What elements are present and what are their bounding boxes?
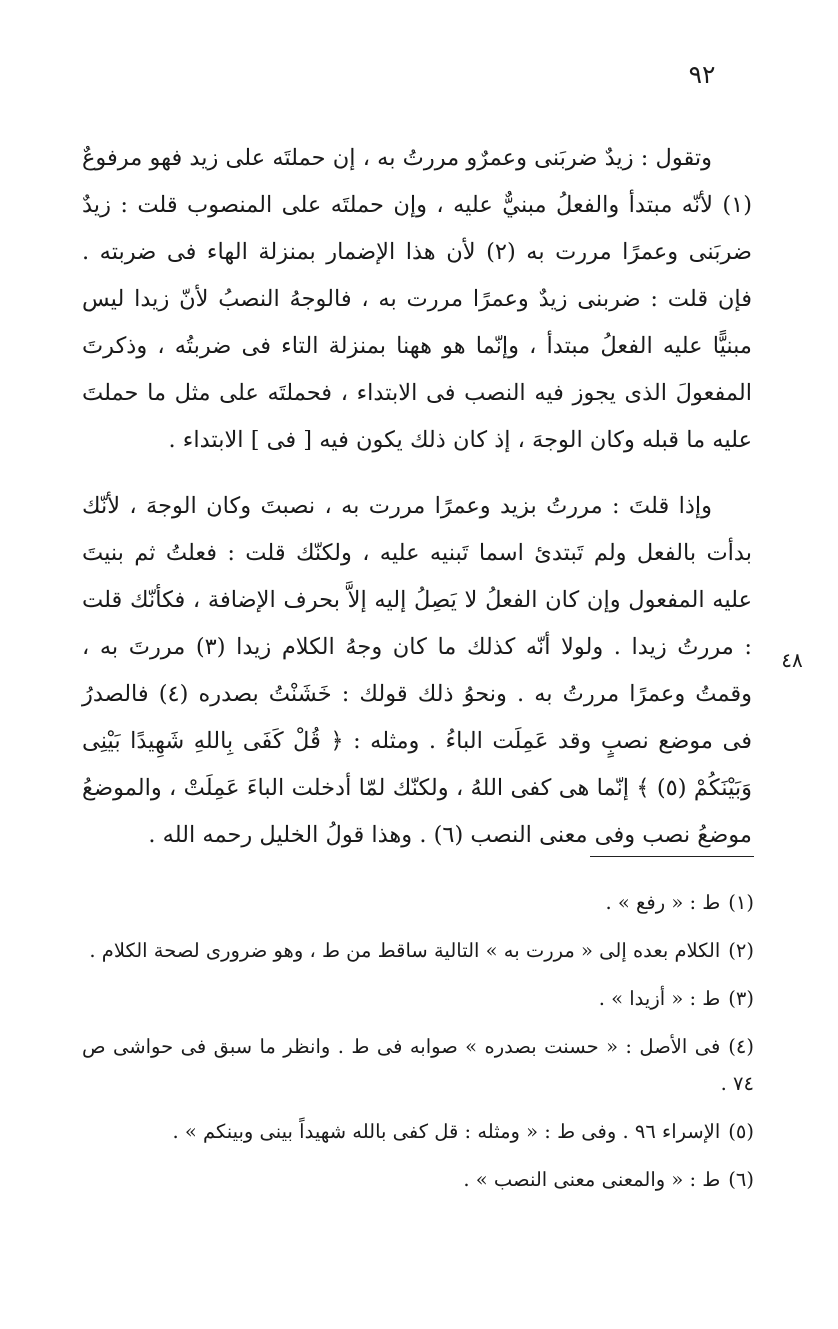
footnote-number: (٣) (728, 987, 754, 1010)
page-number: ٩٢ (688, 60, 716, 89)
footnote-number: (٦) (728, 1168, 754, 1191)
footnote-number: (٥) (728, 1120, 754, 1143)
footnote-number: (١) (728, 891, 754, 914)
paragraph-1: وتقول : زيدٌ ضربَنى وعمرٌو مررتُ به ، إن حملتَه على زيد فهو مرفوعٌ (١) لأنّه مبتدأ والفعلُ مبنيٌّ عليه ، وإن حملتَه على المنصوب قلت : زيدٌ ضربَنى وعمرًا مررت به (٢) لأن هذا الإضمار بمنزلة الهاء فى ضربته . فإن قلت : ضربنى زيدٌ وعمرًا مررت به ، فالوجهُ النصبُ لأنّ زيدا ليس مبنيًّا عليه الفعلُ مبتدأ ، وإنّما هو ههنا بمنزلة التاء فى ضربتُه ، وذكرتَ المفعولَ الذى يجوز فيه النصب فى الابتداء ، فحملتَه على مثل ما حملتَ عليه ما قبله وكان الوجهَ ، إذ كان ذلك يكون فيه [ فى ] الابتداء . (82, 145, 752, 453)
footnote-text: ط : « أزيدا » . (598, 987, 721, 1010)
footnote-2 (82, 932, 754, 969)
footnote-6 (82, 1161, 754, 1198)
footnote-text: ط : « والمعنى معنى النصب » . (463, 1168, 721, 1191)
footnote-text: ط : « رفع » . (605, 891, 721, 914)
footnote-text: الإسراء ٩٦ . وفى ط : « ومثله : قل كفى بالله شهيداً بينى وبينكم » . (172, 1120, 721, 1143)
footnote-number: (٤) (728, 1035, 754, 1058)
footnotes-section (82, 884, 754, 1209)
footnote-divider (590, 856, 754, 857)
margin-page-reference: ٤٨ (781, 648, 803, 672)
footnote-1 (82, 884, 754, 921)
paragraph-2: وإذا قلتَ : مررتُ بزيد وعمرًا مررت به ، نصبتَ وكان الوجهَ ، لأنّك بدأت بالفعل ولم تَبتدئ اسما تَبنيه عليه ، ولكنّك قلت : فعلتُ ثم بنيتَ عليه المفعول وإن كان الفعلُ لا يَصِلُ إليه إلاَّ بحرف الإضافة ، فكأنّك قلت : مررتُ زيدا . ولولا أنّه كذلك ما كان وجهُ الكلام زيدا (٣) مررتَ به ، وقمتُ وعمرًا مررتُ به . ونحوُ ذلك قولك : خَشَنْتُ بصدره (٤) فالصدرُ فى موضع نصبٍ وقد عَمِلَت الباءُ . ومثله : ﴿ قُلْ كَفَى بِاللهِ شَهِيدًا بَيْنِى وَبَيْنَكُمْ (٥) ﴾ إنّما هى كفى اللهُ ، ولكنّك لمّا أدخلت الباءَ عَمِلَتْ ، والموضعُ موضعُ نصب وفى معنى النصب (٦) . وهذا قولُ الخليل رحمه الله . (82, 493, 753, 848)
paragraph-gap (82, 464, 752, 483)
main-text-body (82, 135, 752, 859)
footnote-5 (82, 1113, 754, 1150)
footnote-number: (٢) (728, 939, 754, 962)
footnote-4 (82, 1028, 754, 1102)
footnote-text: الكلام بعده إلى « مررت به » التالية ساقط من ط ، وهو ضرورى لصحة الكلام . (89, 939, 721, 962)
footnote-text: فى الأصل : « حسنت بصدره » صوابه فى ط . وانظر ما سبق فى حواشى ص ٧٤ . (82, 1035, 754, 1095)
footnote-3 (82, 980, 754, 1017)
